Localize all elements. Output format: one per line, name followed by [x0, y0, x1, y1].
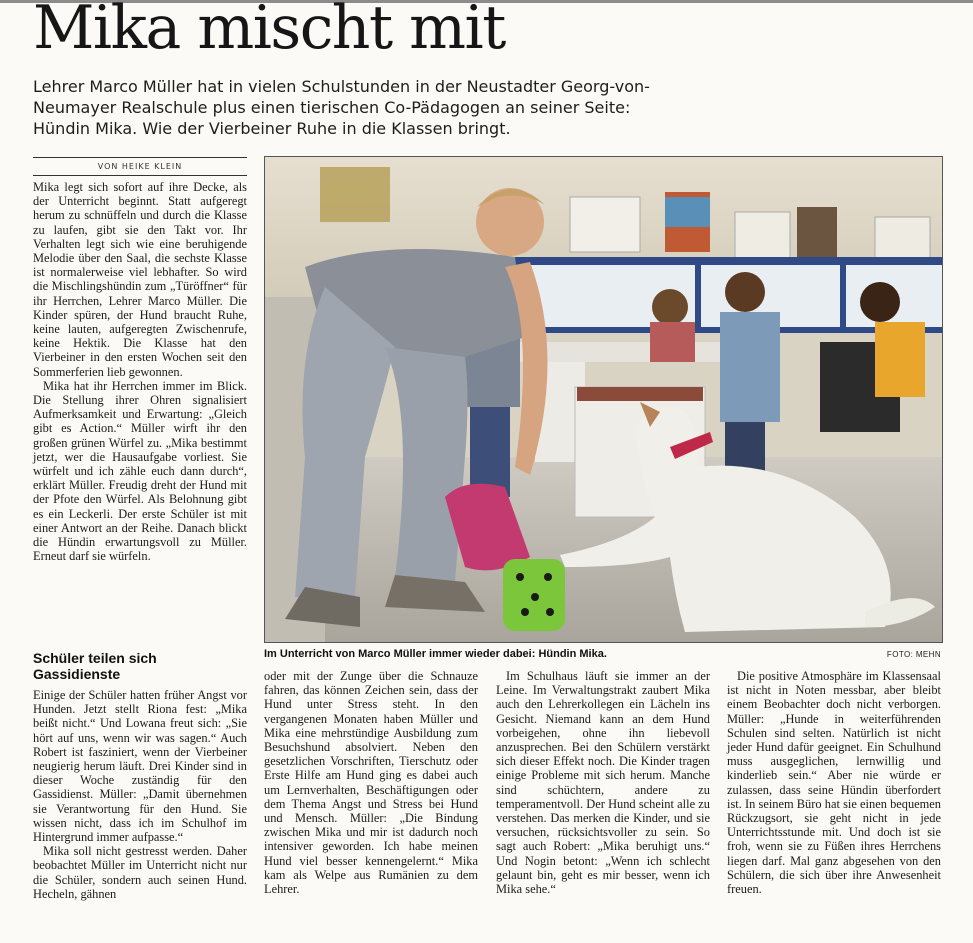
byline-bottom-rule [33, 175, 247, 176]
article-paragraph: Im Schulhaus läuft sie immer an der Leine. Im Verwaltungstrakt zaubert Mika auch den Lehrerkollegen ein Lächeln ins Gesicht. Niemand kann an dem Hund vorbeigehen, ohne ihn liebevoll anzusprechen. Bei den Schülern verstärkt sich dieser Effekt noch. Die Kinder tragen einige Probleme mit sich herum. Manche sind schüchtern, andere zu temperamentvoll. Der Hund scheint alle zu verstehen. Das merken die Kinder, und sie versuchen, rücksichtsvoller zu sein. So sagt auch Robert: „Mika beruhigt uns.“ Und Nogin betont: „Wenn ich schlecht gelaunt bin, geht es mir besser, wenn ich Mika sehe.“ [496, 669, 710, 897]
classroom-dog-photo [265, 157, 942, 642]
byline: VON HEIKE KLEIN [97, 162, 183, 171]
article-paragraph: Mika soll nicht gestresst werden. Daher beobachtet Müller im Unterricht nicht nur die Schüler, sondern auch seinen Hund. Hecheln, gähnen [33, 844, 247, 901]
photo-credit: FOTO: MEHN [886, 650, 941, 659]
article-column-1-top [33, 180, 247, 563]
headline: Mika mischt mit [33, 0, 505, 63]
photo-caption: Im Unterricht von Marco Müller immer wieder dabei: Hündin Mika. [264, 648, 607, 660]
article-column-4 [727, 669, 941, 896]
article-paragraph: Einige der Schüler hatten früher Angst vor Hunden. Jetzt stellt Riona fest: „Mika beißt nicht.“ Und Lowana freut sich: „Sie hört auf uns, wenn wir was sagen.“ Auch Robert ist fasziniert, wenn der Vierbeiner neugierig herum läuft. Drei Kinder sind in dieser Woche zuständig für den Gassidienst. Müller: „Damit übernehmen sie Verantwortung für den Hund. Sie wissen nicht, dass ich im Schulhof im Hintergrund immer aufpasse.“ [33, 688, 247, 845]
lead-paragraph: Lehrer Marco Müller hat in vielen Schulstunden in der Neustadter Georg-von-Neumayer Realschule plus einen tierischen Co-Pädagogen an seiner Seite: Hündin Mika. Wie der Vierbeiner Ruhe in die Klassen bringt. [33, 77, 650, 138]
article-column-1-bottom [33, 688, 247, 901]
article-column-3 [496, 669, 710, 896]
subheading: Schüler teilen sich Gassidienste [33, 650, 157, 682]
article-paragraph: Mika legt sich sofort auf ihre Decke, als der Unterricht beginnt. Statt aufgeregt herum zu schnüffeln und durch die Klasse zu laufen, gibt sie den Takt vor. Ihr Verhalten legt sich wie eine beruhigende Melodie über den Saal, die sechste Klasse ist normalerweise viel lebhafter. So wird die Mischlingshündin zum „Türöffner“ für ihr Herrchen, Lehrer Marco Müller. Die Kinder spüren, der Hund braucht Ruhe, keine lauten, aufgeregten Zwischenrufe, keine Hektik. Die Klasse hat den Vierbeiner in den ersten Wochen seit den Sommerferien lieb gewonnen. [33, 180, 247, 379]
article-paragraph: Die positive Atmosphäre im Klassensaal ist nicht in Noten messbar, aber bleibt einem Beobachter doch nicht verborgen. Müller: „Hunde in weiterführenden Schulen sind selten. Natürlich ist nicht jeder Hund dafür geeignet. Ein Schulhund muss ausgeglichen, lernwillig und kinderlieb sein.“ Aber nie würde er zulassen, dass seine Hündin überfordert ist. In seinem Büro hat sie einen bequemen Rückzugsort, sie geht nicht in jede Unterrichtsstunde mit. Und doch ist sie froh, wenn sie zu Füßen ihres Herrchens liegen darf. Mal ganz abgesehen von den Schülern, die sich über ihre Anwesenheit freuen. [727, 669, 941, 897]
article-paragraph: oder mit der Zunge über die Schnauze fahren, das können Zeichen sein, dass der Hund unter Stress steht. In den vergangenen Monaten haben Müller und Mika eine mehrstündige Ausbildung zum Besuchshund absolviert. Neben den gesetzlichen Vorschriften, Tierschutz oder Erste Hilfe am Hund ging es dabei auch um Lernverhalten, Beschäftigungen oder dem Thema Angst und Stress bei Hund und Mensch. Müller: „Die Bindung zwischen Mika und mir ist dadurch noch intensiver geworden. Ich habe meinen Hund viel besser kennengelernt.“ Mika kam als Welpe aus Rumänien zu dem Lehrer. [264, 669, 478, 897]
byline-top-rule [33, 157, 247, 158]
article-paragraph: Mika hat ihr Herrchen immer im Blick. Die Stellung ihrer Ohren signalisiert Aufmerksamkeit und Erwartung: „Gleich gibt es Action.“ Müller wirft ihr den großen grünen Würfel zu. „Mika bestimmt jetzt, wer die Hausaufgabe vorliest. Sie würfelt und ich zähle euch dann durch“, erklärt Müller. Freudig dreht der Hund mit der Pfote den Würfel. Als Belohnung gibt es ein Leckerli. Der erste Schüler ist mit einer Antwort an der Reihe. Danach blickt die Hündin erwartungsvoll zu Müller. Erneut darf sie würfeln. [33, 378, 247, 564]
article-photo [264, 156, 943, 643]
article-column-2 [264, 669, 478, 896]
